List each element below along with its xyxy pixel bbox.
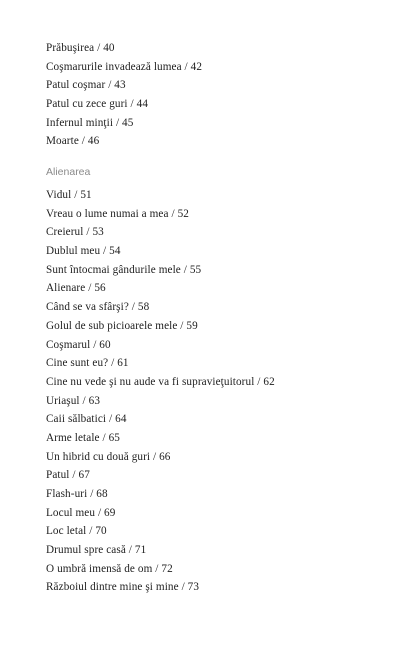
toc-entry: Creierul / 53 <box>46 226 104 239</box>
toc-list-alienarea <box>46 186 275 597</box>
toc-entry: Alienare / 56 <box>46 282 106 295</box>
section-heading: Alienarea <box>46 166 91 178</box>
toc-entry: Golul de sub picioarele mele / 59 <box>46 319 198 332</box>
toc-entry: Loc letal / 70 <box>46 525 107 538</box>
toc-entry: Uriaşul / 63 <box>46 394 101 407</box>
toc-entry: Vreau o lume numai a mea / 52 <box>46 207 189 220</box>
toc-entry: Patul / 67 <box>46 469 90 482</box>
toc-entry: Cine nu vede şi nu aude va fi supravieţuitorul / 62 <box>46 375 275 388</box>
toc-entry: O umbră imensă de om / 72 <box>46 562 173 575</box>
toc-entry: Arme letale / 65 <box>46 431 120 444</box>
toc-entry: Vidul / 51 <box>46 189 92 201</box>
toc-entry: Coşmarul / 60 <box>46 338 111 351</box>
toc-entry: Caii sălbatici / 64 <box>46 413 127 426</box>
toc-entry: Infernul minţii / 45 <box>46 116 134 129</box>
toc-entry: Flash-uri / 68 <box>46 488 108 500</box>
toc-entry: Un hibrid cu două guri / 66 <box>46 450 171 463</box>
toc-entry: Coşmarurile invadează lumea / 42 <box>46 60 203 73</box>
toc-entry: Patul coşmar / 43 <box>46 79 126 92</box>
toc-entry: Dublul meu / 54 <box>46 245 121 258</box>
toc-list-top <box>46 39 202 151</box>
toc-entry: Sunt întocmai gândurile mele / 55 <box>46 263 202 276</box>
toc-entry: Prăbuşirea / 40 <box>46 42 115 54</box>
toc-entry: Când se va sfârşi? / 58 <box>46 301 150 314</box>
toc-entry: Patul cu zece guri / 44 <box>46 98 149 111</box>
toc-entry: Moarte / 46 <box>46 135 100 148</box>
toc-entry: Drumul spre casă / 71 <box>46 544 147 557</box>
toc-entry: Războiul dintre mine şi mine / 73 <box>46 581 200 594</box>
toc-entry: Locul meu / 69 <box>46 506 116 519</box>
toc-entry: Cine sunt eu? / 61 <box>46 357 129 370</box>
